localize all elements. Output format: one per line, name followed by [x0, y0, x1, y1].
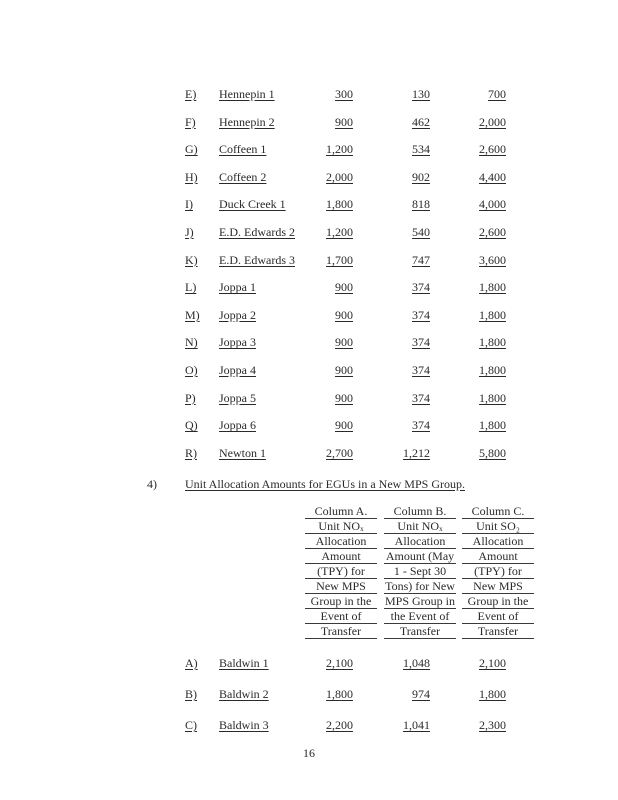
column-a-value: 1,700	[326, 252, 353, 267]
header-line: Unit SO₂	[462, 519, 534, 534]
column-a-value: 1,800	[326, 687, 353, 701]
unit-name: Newton 1	[219, 445, 266, 460]
column-a-value: 1,200	[326, 142, 353, 157]
column-a-value: 900	[335, 307, 353, 322]
column-b-value: 534	[412, 142, 430, 157]
table-row	[0, 169, 618, 185]
header-line: Allocation	[462, 534, 534, 549]
header-line: Unit NOₓ	[384, 519, 456, 534]
column-c-value: 3,600	[479, 252, 506, 267]
column-c-value: 1,800	[479, 335, 506, 350]
header-line: Event of	[462, 609, 534, 624]
header-line: Tons) for New	[385, 579, 455, 593]
unit-name: Baldwin 3	[219, 718, 269, 732]
column-a-value: 2,000	[326, 169, 353, 184]
column-a-value: 2,200	[326, 718, 353, 732]
column-a-value: 900	[335, 390, 353, 405]
column-b-value: 374	[412, 390, 430, 405]
column-b-value: 1,041	[403, 718, 430, 732]
header-line: Group in the	[462, 594, 534, 609]
table-row	[0, 717, 618, 733]
row-label: L)	[185, 280, 197, 295]
column-c-value: 1,800	[479, 363, 506, 377]
column-a-value: 2,700	[326, 445, 353, 460]
unit-name: Joppa 2	[219, 307, 256, 322]
table-row	[0, 334, 618, 350]
unit-name: Duck Creek 1	[219, 197, 286, 212]
column-b-value: 974	[412, 687, 430, 701]
table-row	[0, 445, 618, 461]
unit-name: Baldwin 2	[219, 687, 269, 701]
page-number: 16	[303, 746, 315, 760]
column-b-value: 902	[412, 169, 430, 184]
row-label: G)	[185, 142, 198, 157]
column-a-value: 300	[335, 87, 353, 101]
column-c-value: 1,800	[479, 687, 506, 701]
row-label: Q)	[185, 418, 198, 433]
header-line: (TPY) for	[462, 564, 534, 579]
unit-name: Joppa 1	[219, 280, 256, 295]
header-line: Event of	[305, 609, 377, 624]
header-line: (TPY) for	[305, 564, 377, 579]
column-b-value: 1,048	[403, 656, 430, 670]
column-a-value: 900	[335, 363, 353, 377]
column-a-value: 900	[335, 114, 353, 129]
table-row	[0, 279, 618, 295]
header-line: Amount	[305, 549, 377, 564]
column-c-value: 2,000	[479, 114, 506, 129]
row-label: R)	[185, 445, 197, 460]
column-c-value: 1,800	[479, 390, 506, 405]
column-b-value: 747	[412, 252, 430, 267]
header-line: Transfer	[384, 624, 456, 639]
column-c-value: 1,800	[479, 418, 506, 433]
column-b-value: 462	[412, 114, 430, 129]
table-row	[0, 224, 618, 240]
column-c-value: 2,300	[479, 718, 506, 732]
unit-name: Joppa 5	[219, 390, 256, 405]
column-c-value: 2,600	[479, 142, 506, 157]
row-label: N)	[185, 335, 198, 350]
column-c-value: 2,100	[479, 656, 506, 670]
row-label: H)	[185, 169, 198, 184]
column-b-value: 374	[412, 280, 430, 295]
column-c-header	[462, 504, 534, 639]
header-line: Unit NOₓ	[305, 519, 377, 534]
column-b-value: 130	[412, 87, 430, 101]
section-title: Unit Allocation Amounts for EGUs in a New MPS Group.	[185, 477, 465, 491]
column-c-value: 5,800	[479, 445, 506, 460]
header-line: Column C.	[462, 504, 534, 519]
unit-name: Coffeen 2	[219, 169, 267, 184]
column-b-value: 540	[412, 225, 430, 239]
column-a-header	[305, 504, 377, 639]
row-label: F)	[185, 114, 196, 129]
header-line: Allocation	[305, 534, 377, 549]
header-line: New MPS	[462, 579, 534, 594]
header-line: Amount (May	[385, 549, 455, 563]
header-line: the Event of	[384, 609, 456, 624]
unit-name: Joppa 4	[219, 363, 256, 377]
column-c-value: 4,000	[479, 197, 506, 212]
unit-name: Joppa 3	[219, 335, 256, 350]
column-a-value: 900	[335, 418, 353, 433]
table-row	[0, 390, 618, 406]
column-a-value: 1,200	[326, 225, 353, 239]
header-line: Transfer	[305, 624, 377, 639]
row-label: J)	[185, 225, 194, 239]
column-b-header	[384, 504, 456, 639]
column-a-value: 1,800	[326, 197, 353, 212]
column-b-value: 374	[412, 335, 430, 350]
column-c-value: 1,800	[479, 307, 506, 322]
row-label: C)	[185, 718, 197, 732]
table-row	[0, 252, 618, 268]
header-line: New MPS	[305, 579, 377, 594]
column-b-value: 1,212	[403, 445, 430, 460]
table-row	[0, 114, 618, 130]
header-line: Allocation	[384, 534, 456, 549]
table-row	[0, 86, 618, 102]
table-row	[0, 307, 618, 323]
header-line: Column A.	[305, 504, 377, 519]
row-label: E)	[185, 87, 197, 101]
row-label: P)	[185, 390, 196, 405]
unit-name: E.D. Edwards 3	[219, 252, 295, 267]
row-label: A)	[185, 656, 198, 670]
section-4-heading	[0, 476, 618, 492]
unit-name: Baldwin 1	[219, 656, 269, 670]
column-b-value: 374	[412, 418, 430, 433]
row-label: B)	[185, 687, 197, 701]
column-b-value: 374	[412, 363, 430, 377]
unit-name: Hennepin 2	[219, 114, 275, 129]
column-a-value: 900	[335, 280, 353, 295]
column-b-value: 818	[412, 197, 430, 212]
column-c-value: 700	[488, 87, 506, 101]
header-line: MPS Group in	[384, 594, 455, 608]
table-row	[0, 655, 618, 671]
column-a-value: 900	[335, 335, 353, 350]
column-b-value: 374	[412, 307, 430, 322]
table-row	[0, 196, 618, 212]
header-line: 1 - Sept 30	[384, 564, 456, 579]
column-c-value: 1,800	[479, 280, 506, 295]
column-a-value: 2,100	[326, 656, 353, 670]
table-row	[0, 686, 618, 702]
unit-name: Joppa 6	[219, 418, 256, 433]
header-line: Group in the	[305, 594, 377, 609]
section-number: 4)	[147, 477, 157, 491]
table-row	[0, 417, 618, 433]
header-line: Amount	[462, 549, 534, 564]
row-label: K)	[185, 252, 198, 267]
row-label: O)	[185, 363, 198, 377]
column-c-value: 2,600	[479, 225, 506, 239]
unit-name: E.D. Edwards 2	[219, 225, 295, 239]
column-c-value: 4,400	[479, 169, 506, 184]
unit-name: Hennepin 1	[219, 87, 275, 101]
unit-name: Coffeen 1	[219, 142, 267, 157]
header-line: Transfer	[462, 624, 534, 639]
table-row	[0, 362, 618, 378]
table-row	[0, 141, 618, 157]
row-label: M)	[185, 307, 200, 322]
header-line: Column B.	[384, 504, 456, 519]
row-label: I)	[185, 197, 193, 212]
